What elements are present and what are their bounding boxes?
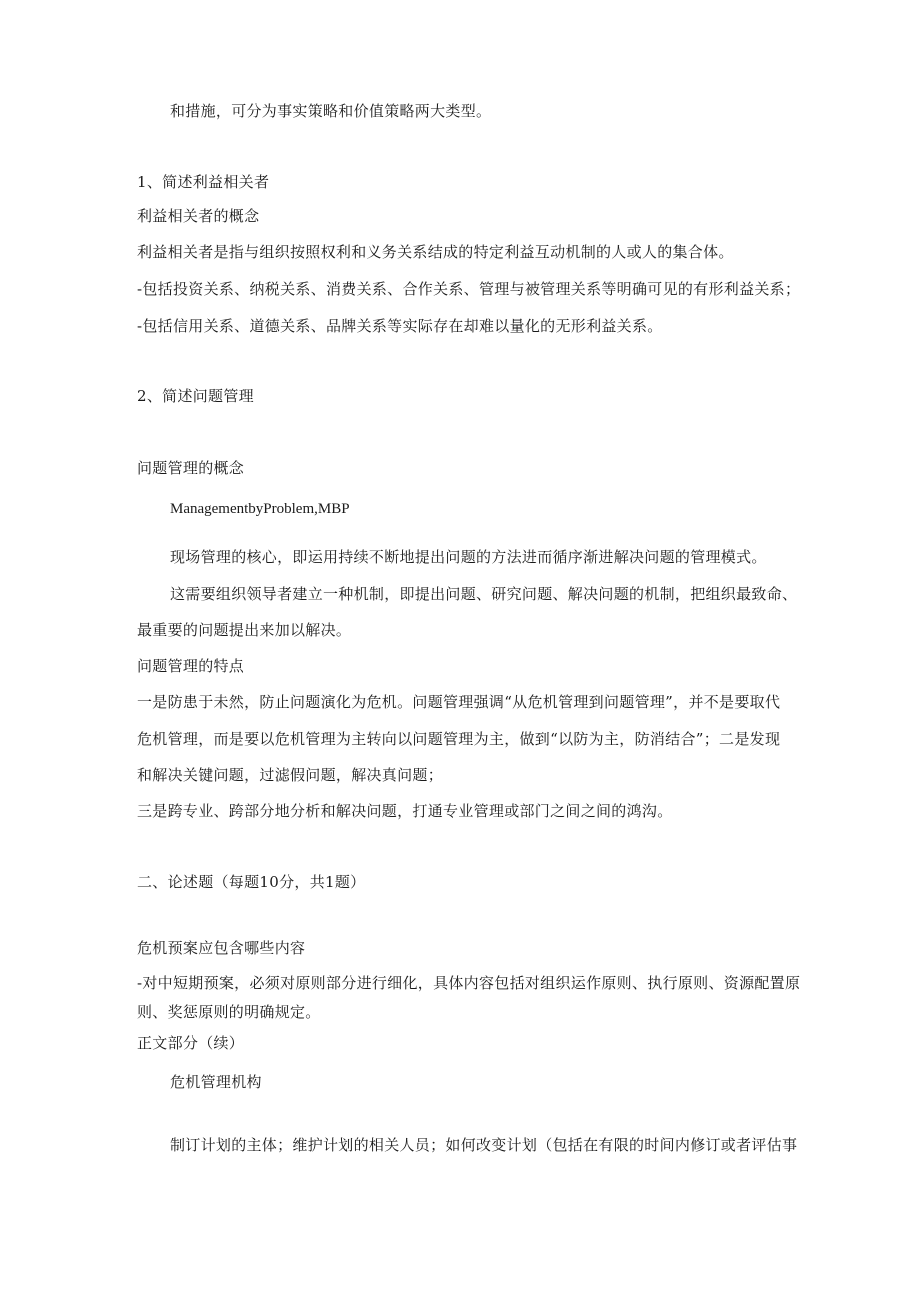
q2-feature-line-3: 和解决关键问题，过滤假问题，解决真问题； [137,766,444,784]
q1-bullet-2: -包括信用关系、道德关系、品牌关系等实际存在却难以量化的无形利益关系。 [137,317,663,335]
essay-line-1: -对中短期预案，必须对原则部分进行细化，具体内容包括对组织运作原则、执行原则、资源配置原 [137,974,801,992]
essay-org-text: 制订计划的主体；维护计划的相关人员；如何改变计划（包括在有限的时间内修订或者评估事 [170,1136,798,1154]
q2-mechanism-line-2: 最重要的问题提出来加以解决。 [137,621,352,639]
essay-org-title: 危机管理机构 [170,1073,262,1091]
section-2-heading: 二、论述题（每题10分，共1题） [137,873,366,891]
q2-concept-title: 问题管理的概念 [137,459,245,477]
q1-definition: 利益相关者是指与组织按照权利和义务关系结成的特定利益互动机制的人或人的集合体。 [137,243,734,261]
q2-mechanism-line-1: 这需要组织领导者建立一种机制，即提出问题、研究问题、解决问题的机制，把组织最致命、 [170,585,798,603]
q2-feature-line-4: 三是跨专业、跨部分地分析和解决问题，打通专业管理或部门之间之间的鸿沟。 [137,802,673,820]
q1-bullet-1: -包括投资关系、纳税关系、消费关系、合作关系、管理与被管理关系等明确可见的有形利益关系； [137,280,801,298]
question-2-heading: 2、简述问题管理 [137,387,254,405]
q2-features-title: 问题管理的特点 [137,657,245,675]
q2-core-definition: 现场管理的核心，即运用持续不断地提出问题的方法进而循序渐进解决问题的管理模式。 [170,548,767,566]
q2-feature-line-2: 危机管理，而是要以危机管理为主转向以问题管理为主，做到“以防为主，防消结合”；二是发现 [137,730,781,748]
q2-feature-line-1: 一是防患于未然，防止问题演化为危机。问题管理强调“从危机管理到问题管理”，并不是要取代 [137,693,781,711]
essay-question: 危机预案应包含哪些内容 [137,939,306,957]
paragraph-intro-tail: 和措施，可分为事实策略和价值策略两大类型。 [170,102,492,120]
q1-concept-title: 利益相关者的概念 [137,207,260,225]
question-1-heading: 1、简述利益相关者 [137,173,270,191]
q2-english-term: ManagementbyProblem,MBP [170,501,350,517]
essay-line-2: 则、奖惩原则的明确规定。 [137,1003,321,1021]
essay-body-continued: 正文部分（续） [137,1034,245,1052]
